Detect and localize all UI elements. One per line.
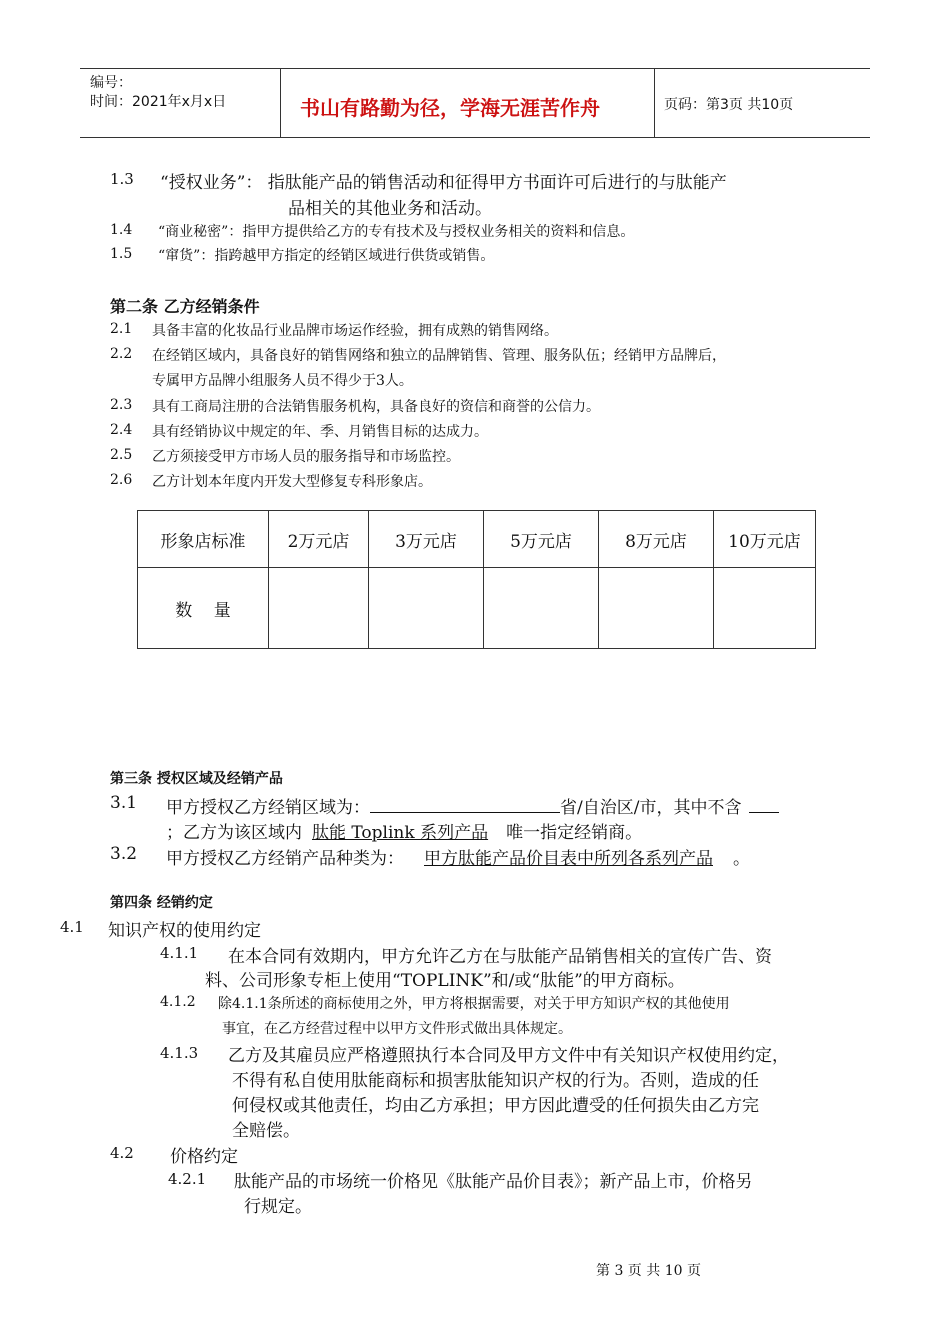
clause-text: “窜货”：指跨越甲方指定的经销区域进行供货或销售。 [158,248,495,264]
article-2-title: 第二条 乙方经销条件 [110,297,260,316]
header-motto: 书山有路勤为径，学海无涯苦作舟 [300,96,600,120]
clause-text: 肽能产品的市场统一价格见《肽能产品价目表》；新产品上市，价格另 [234,1172,753,1192]
clause-3-1-text-d: 唯一指定经销商。 [506,823,643,843]
clause-text: 行规定。 [244,1197,312,1217]
store-standard-table [137,510,816,649]
item-text: 在经销区域内，具备良好的销售网络和独立的品牌销售、管理、服务队伍；经销甲方品牌后， [152,348,726,364]
clause-text: 料、公司形象专柜上使用“TOPLINK”和/或“肽能”的甲方商标。 [205,971,685,991]
doc-number-label: 编号： [90,75,132,91]
clause-num: 1.4 [110,222,133,238]
quantity-label: 数 量 [138,568,269,649]
table-cell [484,568,599,649]
clause-text-cont: 品相关的其他业务和活动。 [288,199,492,219]
clause-text: 不得有私自使用肽能商标和损害肽能知识产权的行为。否则，造成的任 [232,1071,759,1091]
clause-3-1-line2 [166,818,642,843]
table-cell [269,568,369,649]
region-blank [370,797,560,813]
table-header-row [138,511,816,568]
clause-num: 4.1.1 [160,944,199,962]
clause-num: 3.2 [110,844,138,864]
item-num: 2.1 [110,321,133,337]
item-text: 乙方须接受甲方市场人员的服务指导和市场监控。 [152,449,460,465]
item-text-cont: 专属甲方品牌小组服务人员不得少于3人。 [152,373,413,389]
clause-text: 何侵权或其他责任，均由乙方承担；甲方因此遭受的任何损失由乙方完 [232,1096,759,1116]
clause-text: “商业秘密”：指甲方提供给乙方的专有技术及与授权业务相关的资料和信息。 [158,224,635,240]
excluded-blank [749,797,779,813]
clause-text: 事宜，在乙方经营过程中以甲方文件形式做出具体规定。 [222,1021,572,1037]
table-header-cell: 3万元店 [369,511,484,568]
item-num: 2.4 [110,422,133,438]
section-num: 4.1 [60,918,84,936]
clause-3-1-line1 [166,793,779,818]
clause-3-1-text-b: 省/自治区/市，其中不含 [560,798,742,818]
clause-text: 除4.1.1条所述的商标使用之外，甲方将根据需要，对关于甲方知识产权的其他使用 [218,996,730,1012]
table-cell [369,568,484,649]
item-num: 2.3 [110,397,133,413]
table-cell [714,568,816,649]
doc-time-label: 时间：2021年x月x日 [90,94,227,110]
clause-3-2-line [166,844,750,869]
section-title: 价格约定 [170,1147,238,1167]
table-row [138,568,816,649]
item-num: 2.2 [110,346,133,362]
page-footer: 第 3 页 共 10 页 [596,1263,701,1279]
clause-3-2-text: 甲方授权乙方经销产品种类为： [166,849,404,869]
header-divider-right [654,69,655,137]
clause-text: 乙方及其雇员应严格遵照执行本合同及甲方文件中有关知识产权使用约定， [228,1046,789,1066]
item-num: 2.5 [110,447,133,463]
authorized-product-types: 甲方肽能产品价目表中所列各系列产品 [424,849,713,869]
clause-3-2-end: 。 [733,849,750,869]
table-header-cell: 形象店标准 [138,511,269,568]
clause-num: 4.1.3 [160,1044,199,1062]
clause-text: “授权业务”： 指肽能产品的销售活动和征得甲方书面许可后进行的与肽能产 [160,173,727,193]
section-title: 知识产权的使用约定 [108,921,261,941]
header-page-indicator: 页码：第3页 共10页 [664,97,794,113]
authorized-product: 肽能 Toplink 系列产品 [312,823,489,843]
article-4-title: 第四条 经销约定 [110,895,213,911]
table-header-cell: 2万元店 [269,511,369,568]
section-num: 4.2 [110,1144,134,1162]
clause-text: 在本合同有效期内，甲方允许乙方在与肽能产品销售相关的宣传广告、资 [228,947,772,967]
clause-num: 3.1 [110,793,138,813]
table-cell [599,568,714,649]
item-num: 2.6 [110,472,133,488]
item-text: 乙方计划本年度内开发大型修复专科形象店。 [152,474,432,490]
item-text: 具备丰富的化妆品行业品牌市场运作经验，拥有成熟的销售网络。 [152,323,558,339]
clause-3-1-text-c: ；乙方为该区域内 [166,823,302,843]
clause-num: 4.1.2 [160,994,196,1010]
table-header-cell: 5万元店 [484,511,599,568]
clause-num: 1.5 [110,246,133,262]
clause-text: 全赔偿。 [232,1121,300,1141]
item-text: 具有经销协议中规定的年、季、月销售目标的达成力。 [152,424,488,440]
table-header-cell: 8万元店 [599,511,714,568]
article-3-title: 第三条 授权区域及经销产品 [110,771,283,787]
item-text: 具有工商局注册的合法销售服务机构，具备良好的资信和商誉的公信力。 [152,399,600,415]
clause-num: 1.3 [110,170,134,188]
clause-num: 4.2.1 [168,1170,207,1188]
table-header-cell: 10万元店 [714,511,816,568]
header-divider-left [280,69,281,137]
clause-3-1-text-a: 甲方授权乙方经销区域为： [166,798,370,818]
